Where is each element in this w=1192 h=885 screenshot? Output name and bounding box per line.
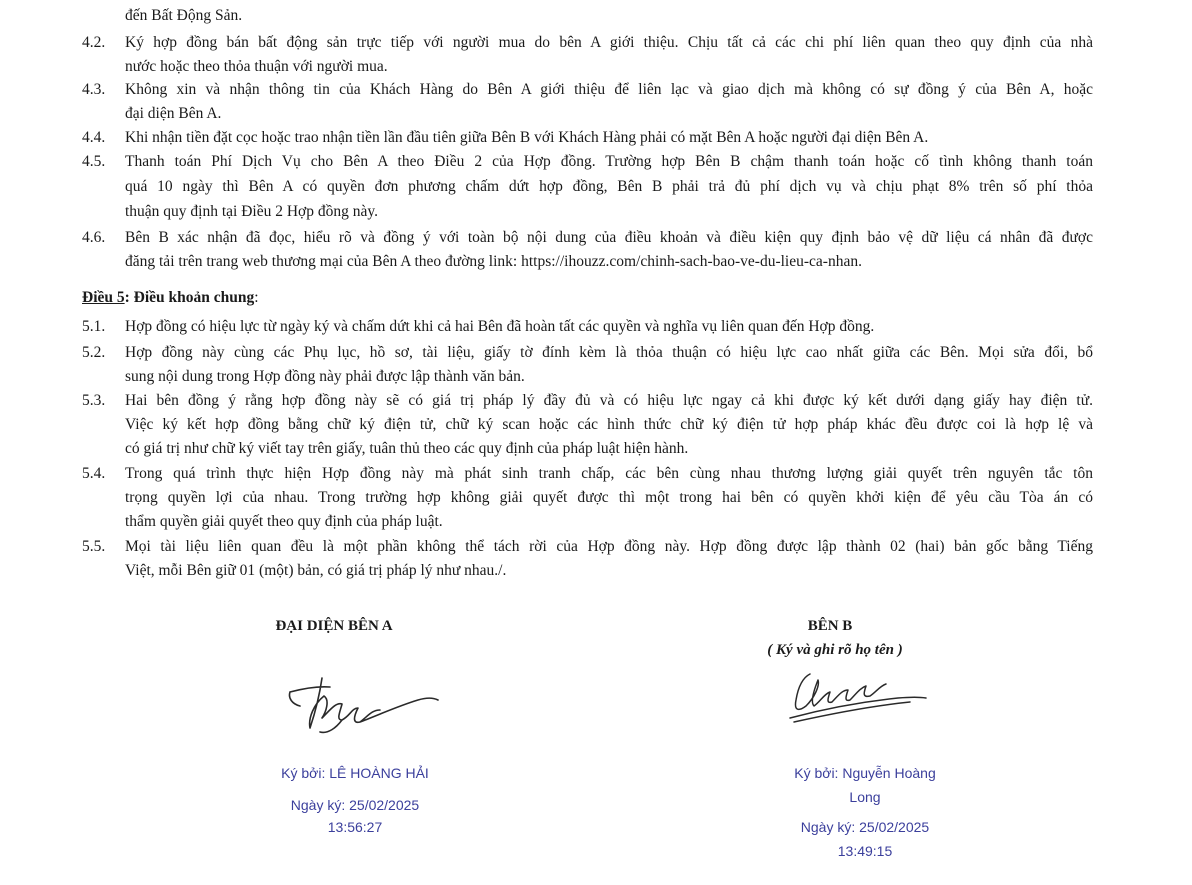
item-line: Thanh toán Phí Dịch Vụ cho Bên A theo Điều 2 của Hợp đồng. Trường hợp Bên B chậm thanh toán hoặc cố tình không thanh toán (125, 153, 1093, 170)
item-line: quá 10 ngày thì Bên A có quyền đơn phương chấm dứt hợp đồng, Bên B phải trả đủ phí dịch vụ và chịu phạt 8% trên số phí thỏa (125, 178, 1093, 195)
article5-title: Điều khoản chung (133, 289, 255, 306)
party-b-signed-by-cont: Long (849, 789, 881, 805)
party-a-sign-date: Ngày ký: 25/02/2025 (290, 797, 420, 813)
party-b-note: ( Ký và ghi rõ họ tên ) (767, 642, 903, 658)
item-line: Khi nhận tiền đặt cọc hoặc trao nhận tiền lần đầu tiên giữa Bên B với Khách Hàng phải có mặt Bên A hoặc người đại diện Bên A. (125, 129, 929, 146)
item-line: Bên B xác nhận đã đọc, hiểu rõ và đồng ý với toàn bộ nội dung của điều khoản và điều kiện quy định bảo vệ dữ liệu cá nhân đã được (125, 229, 1093, 246)
item-line: Hai bên đồng ý rằng hợp đồng này sẽ có giá trị pháp lý đầy đủ và có hiệu lực ngay cả khi được ký kết dưới dạng giấy hay điện tử. (125, 392, 1093, 409)
item-number: 4.4. (82, 129, 106, 146)
item-line: Việc ký kết hợp đồng bằng chữ ký điện tử, chữ ký scan hoặc các hình thức chữ ký điện tử hợp pháp khác đều được coi là hợp lệ và (125, 416, 1093, 433)
item-line: sung nội dung trong Hợp đồng này phải được lập thành văn bản. (125, 368, 525, 385)
item-line: Không xin và nhận thông tin của Khách Hàng do Bên A giới thiệu để liên lạc và giao dịch mà không có sự đồng ý của Bên A, hoặc (125, 81, 1093, 98)
article5-label: Điều 5 (82, 289, 125, 306)
item-number: 5.3. (82, 392, 106, 409)
party-b-sign-date: Ngày ký: 25/02/2025 (800, 819, 930, 835)
item-line: đăng tải trên trang web thương mại của Bên A theo đường link: https://ihouzz.com/chinh-sach-bao-ve-du-lieu-ca-nhan. (125, 253, 862, 270)
party-a-title: ĐẠI DIỆN BÊN A (275, 618, 393, 634)
item-number: 4.2. (82, 34, 106, 51)
item-number: 4.3. (82, 81, 106, 98)
party-a-signature (280, 670, 445, 740)
item-line: Ký hợp đồng bán bất động sản trực tiếp với người mua do bên A giới thiệu. Chịu tất cả các chi phí liên quan theo quy định của nhà (125, 34, 1093, 51)
party-b-title: BÊN B (807, 618, 853, 634)
item-line: Trong quá trình thực hiện Hợp đồng này mà phát sinh tranh chấp, các bên cùng nhau thương lượng giải quyết trên nguyên tắc tôn (125, 465, 1093, 482)
item-number: 5.4. (82, 465, 106, 482)
item-line: Hợp đồng này cùng các Phụ lục, hồ sơ, tài liệu, giấy tờ đính kèm là thỏa thuận có hiệu lực cao nhất giữa các Bên. Mọi sửa đổi, bổ (125, 344, 1093, 361)
item-line: Hợp đồng có hiệu lực từ ngày ký và chấm dứt khi cả hai Bên đã hoàn tất các quyền và nghĩa vụ liên quan đến Hợp đồng. (125, 318, 875, 335)
item-number: 5.2. (82, 344, 106, 361)
item-line: Việt, mỗi Bên giữ 01 (một) bản, có giá trị pháp lý như nhau./. (125, 562, 507, 579)
item-line: thuận quy định tại Điều 2 Hợp đồng này. (125, 203, 379, 220)
party-b-sign-time: 13:49:15 (837, 843, 893, 859)
top-fragment: đến Bất Động Sản. (125, 7, 243, 24)
item-number: 5.1. (82, 318, 106, 335)
item-line: nước hoặc theo thỏa thuận với người mua. (125, 58, 388, 75)
item-number: 5.5. (82, 538, 106, 555)
item-number: 4.5. (82, 153, 106, 170)
item-line: Mọi tài liệu liên quan đều là một phần không thể tách rời của Hợp đồng này. Hợp đồng được lập thành 02 (hai) bản gốc bằng Tiếng (125, 538, 1093, 555)
article5-heading: Điều 5: Điều khoản chung: (82, 289, 259, 306)
party-a-signed-by: Ký bởi: LÊ HOÀNG HẢI (281, 765, 429, 781)
item-line: có giá trị như chữ ký viết tay trên giấy, tuân thủ theo các quy định của pháp luật hiện hành. (125, 440, 689, 457)
party-a-sign-time: 13:56:27 (327, 819, 383, 835)
item-line: thẩm quyền giải quyết theo quy định của pháp luật. (125, 513, 443, 530)
party-b-signed-by: Ký bởi: Nguyễn Hoàng (794, 765, 936, 781)
party-b-signature (780, 662, 940, 727)
item-line: đại diện Bên A. (125, 105, 222, 122)
item-number: 4.6. (82, 229, 106, 246)
item-line: trọng quyền lợi của nhau. Trong trường hợp không giải quyết được thì một trong hai bên có quyền khởi kiện để yêu cầu Tòa án có (125, 489, 1093, 506)
